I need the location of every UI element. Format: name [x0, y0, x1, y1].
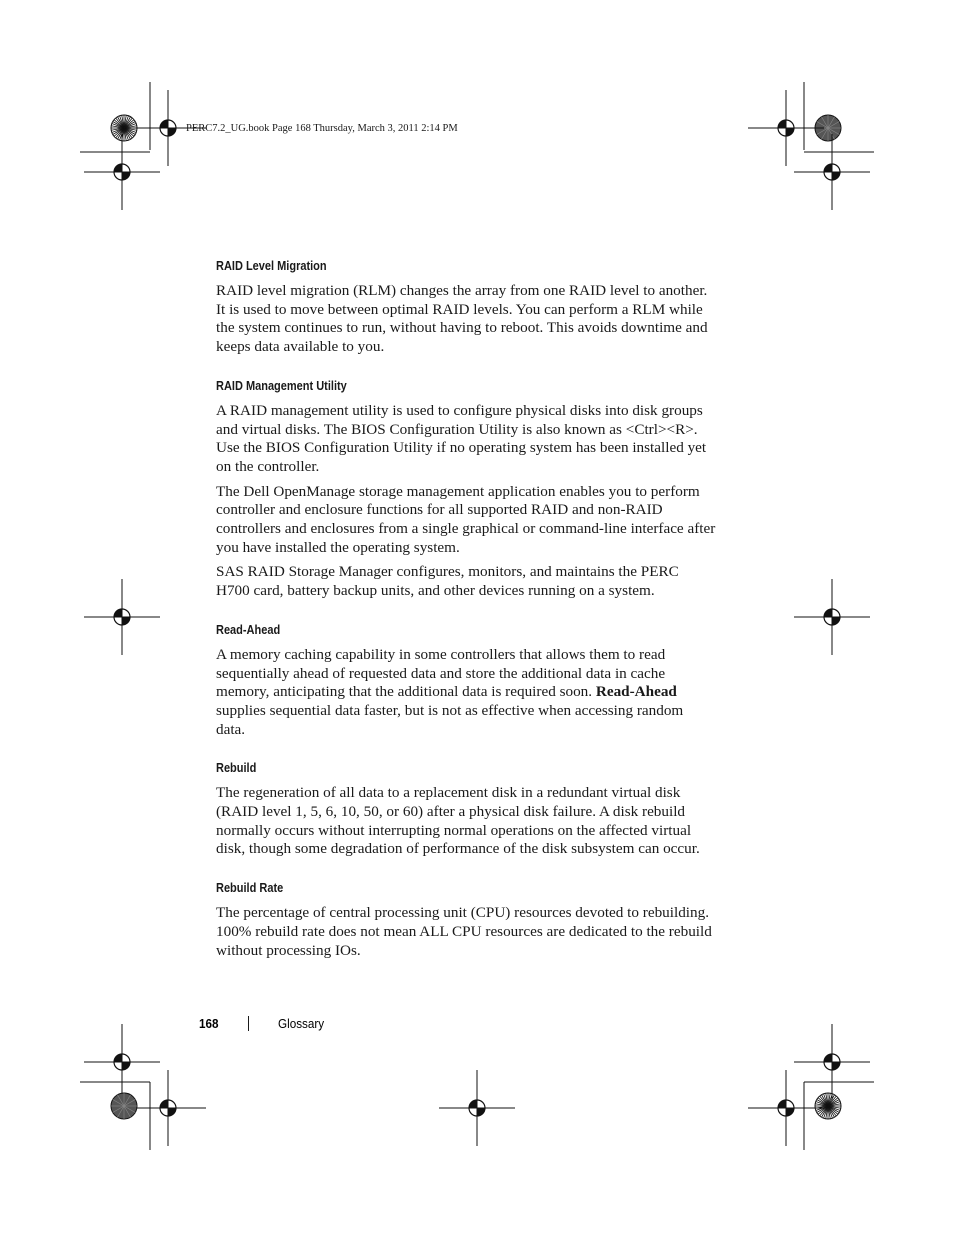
section-rebuild	[216, 761, 716, 859]
registration-target-icon	[84, 579, 160, 655]
paragraph: SAS RAID Storage Manager configures, monitors, and maintains the PERC H700 card, battery backup units, and other devices running on a system.	[216, 563, 679, 600]
print-slug: PERC7.2_UG.book Page 168 Thursday, March 3, 2011 2:14 PM	[186, 123, 458, 134]
bold-term: Read-Ahead	[595, 683, 677, 701]
page-number: 168	[199, 1016, 219, 1031]
footer-section-title: Glossary	[278, 1016, 325, 1031]
paragraph	[216, 646, 716, 740]
registration-target-icon	[748, 90, 824, 166]
section-raid-management-utility	[216, 379, 716, 601]
section-rebuild-rate	[216, 881, 716, 960]
registration-target-icon	[84, 134, 160, 210]
paragraph-text: A memory caching capability in some controllers that allows them to read sequentially ahead of requested data and store the additional data in cache memory, anticipating that the additional data is required soon.	[216, 645, 666, 701]
section-heading: RAID Level Migration	[216, 259, 327, 273]
starburst-icon	[815, 1093, 841, 1119]
section-heading: Rebuild Rate	[216, 881, 284, 896]
paragraph: The Dell OpenManage storage management application enables you to perform controller and enclosure functions for all supported RAID and non-RAID controllers and enclosures from a single graphical or command-line interface after you have installed the operating system.	[216, 482, 716, 556]
registration-target-icon	[439, 1070, 515, 1146]
glossary-content	[216, 259, 716, 966]
section-read-ahead	[216, 623, 716, 740]
paragraph: The percentage of central processing unit (CPU) resources devoted to rebuilding. 100% rebuild rate does not mean ALL CPU resources are dedicated to the rebuild without processing IOs.	[216, 904, 712, 959]
paragraph: RAID level migration (RLM) changes the array from one RAID level to another. It is used to move between optimal RAID levels. You can perform a RLM while the system continues to run, without having to reboot. This avoids downtime and keeps data available to you.	[216, 282, 708, 356]
section-raid-level-migration	[216, 259, 716, 357]
registration-target-icon	[748, 1070, 824, 1146]
registration-target-icon	[794, 579, 870, 655]
section-heading: Rebuild	[216, 761, 257, 776]
registration-target-icon	[794, 1024, 870, 1100]
footer-separator	[248, 1016, 249, 1031]
registration-target-icon	[130, 1070, 206, 1146]
section-heading: Read-Ahead	[216, 622, 281, 637]
paragraph: A RAID management utility is used to configure physical disks into disk groups and virtual disks. The BIOS Configuration Utility is also known as <Ctrl><R>. Use the BIOS Configuration Utility if no operating system has been installed yet on the controller.	[216, 401, 707, 475]
registration-target-icon	[84, 1024, 160, 1100]
paragraph-text: supplies sequential data faster, but is not as effective when accessing random data.	[216, 701, 684, 738]
registration-target-icon	[794, 134, 870, 210]
halftone-disk-icon	[111, 1093, 137, 1119]
section-heading: RAID Management Utility	[216, 378, 347, 393]
paragraph: The regeneration of all data to a replacement disk in a redundant virtual disk (RAID level 1, 5, 6, 10, 50, or 60) after a physical disk failure. A disk rebuild normally occurs without interrupting normal operations on the affected virtual disk, though some degradation of performance of the disk subsystem can occur.	[216, 784, 700, 858]
